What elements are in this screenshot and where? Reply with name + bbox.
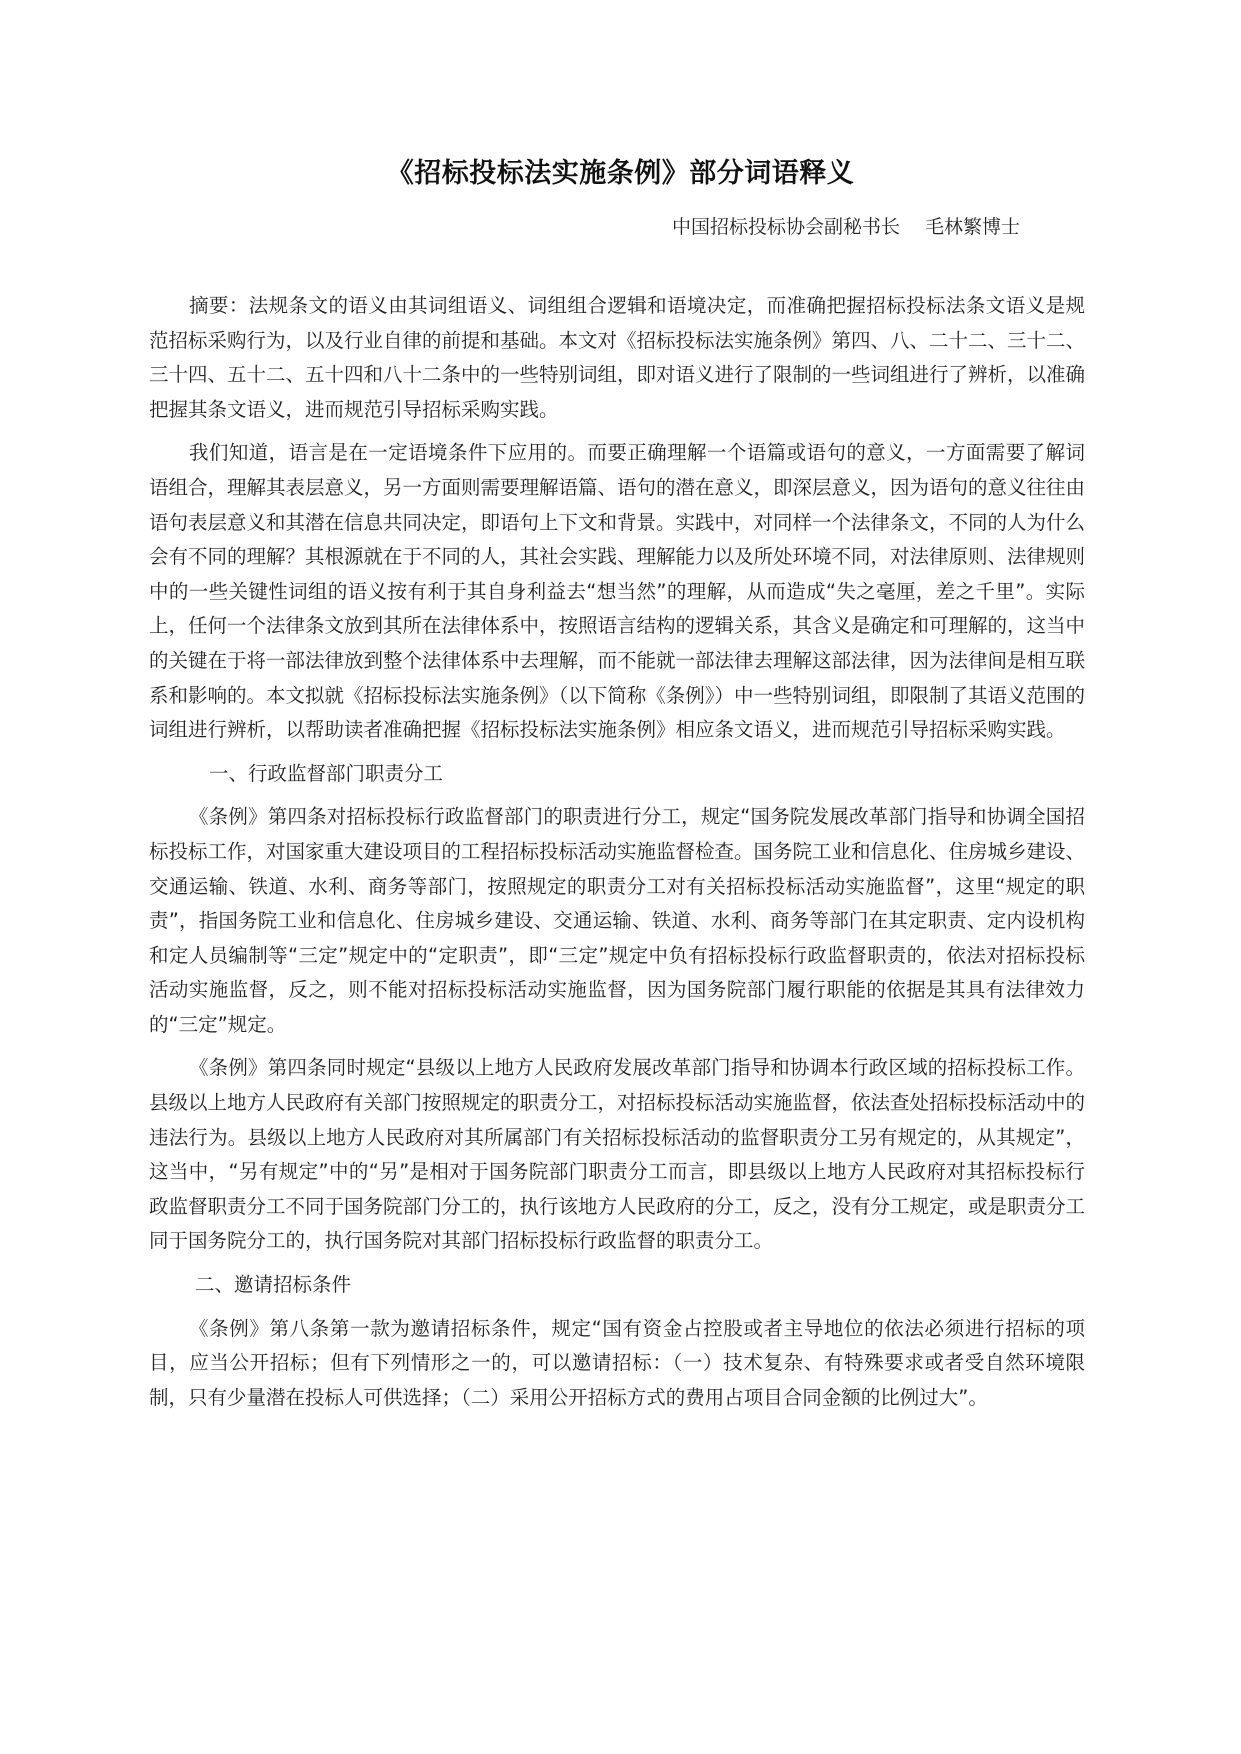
section2-paragraph-1: 《条例》第八条第一款为邀请招标条件，规定“国有资金占控股或者主导地位的依法必须进行招标的项目，应当公开招标；但有下列情形之一的，可以邀请招标：（一）技术复杂、有特殊要求或者受自然环境限制，只有少量潜在投标人可供选择；（二）采用公开招标方式的费用占项目合同金额的比例过大”。 <box>149 1316 1085 1409</box>
section-heading-2: 二、邀请招标条件 <box>195 1273 352 1297</box>
intro-paragraph: 我们知道，语言是在一定语境条件下应用的。而要正确理解一个语篇或语句的意义，一方面需要了解词语组合，理解其表层意义，另一方面则需要理解语篇、语句的潜在意义，即深层意义，因为语句的意义往往由语句表层意义和其潜在信息共同决定，即语句上下文和背景。实践中，对同样一个法律条文，不同的人为什么会有不同的理解？其根源就在于不同的人，其社会实践、理解能力以及所处环境不同，对法律原则、法律规则中的一些关键性词组的语义按有利于其自身利益去“想当然”的理解，从而造成“失之毫厘，差之千里”。实际上，任何一个法律条文放到其所在法律体系中，按照语言结构的逻辑关系，其含义是确定和可理解的，这当中的关键在于将一部法律放到整个法律体系中去理解，而不能就一部法律去理解这部法律，因为法律间是相互联系和影响的。本文拟就《招标投标法实施条例》（以下简称《条例》）中一些特别词组，即限制了其语义范围的词组进行辨析，以帮助读者准确把握《招标投标法实施条例》相应条文语义，进而规范引导招标采购实践。 <box>149 441 1086 742</box>
document-body <box>149 289 1085 1424</box>
document-title: 《招标投标法实施条例》部分词语释义 <box>386 158 855 189</box>
section1-paragraph-2: 《条例》第四条同时规定“县级以上地方人民政府发展改革部门指导和协调本行政区域的招标投标工作。县级以上地方人民政府有关部门按照规定的职责分工，对招标投标活动实施监督，依法查处招标投标活动中的违法行为。县级以上地方人民政府对其所属部门有关招标投标活动的监督职责分工另有规定的，从其规定”，这当中，“另有规定”中的“另”是相对于国务院部门职责分工而言，即县级以上地方人民政府对其招标投标行政监督职责分工不同于国务院部门分工的，执行该地方人民政府的分工，反之，没有分工规定，或是职责分工同于国务院分工的，执行国务院对其部门招标投标行政监督的职责分工。 <box>149 1056 1086 1253</box>
abstract-paragraph: 摘要：法规条文的语义由其词组语义、词组组合逻辑和语境决定，而准确把握招标投标法条文语义是规范招标采购行为，以及行业自律的前提和基础。本文对《招标投标法实施条例》第四、八、二十二、三十二、三十四、五十二、五十四和八十二条中的一些特别词组，即对语义进行了限制的一些词组进行了辨析，以准确把握其条文语义，进而规范引导招标采购实践。 <box>149 294 1086 421</box>
author-line: 中国招标投标协会副秘书长 毛林繁博士 <box>671 216 1020 238</box>
section1-paragraph-1: 《条例》第四条对招标投标行政监督部门的职责进行分工，规定“国务院发展改革部门指导和协调全国招标投标工作，对国家重大建设项目的工程招标投标活动实施监督检查。国务院工业和信息化、住房城乡建设、交通运输、铁道、水利、商务等部门，按照规定的职责分工对有关招标投标活动实施监督”，这里“规定的职责”，指国务院工业和信息化、住房城乡建设、交通运输、铁道、水利、商务等部门在其定职责、定内设机构和定人员编制等“三定”规定中的“定职责”，即“三定”规定中负有招标投标行政监督职责的，依法对招标投标活动实施监督，反之，则不能对招标投标活动实施监督，因为国务院部门履行职能的依据是其具有法律效力的“三定”规定。 <box>149 805 1086 1036</box>
section-heading-1: 一、行政监督部门职责分工 <box>209 761 444 785</box>
